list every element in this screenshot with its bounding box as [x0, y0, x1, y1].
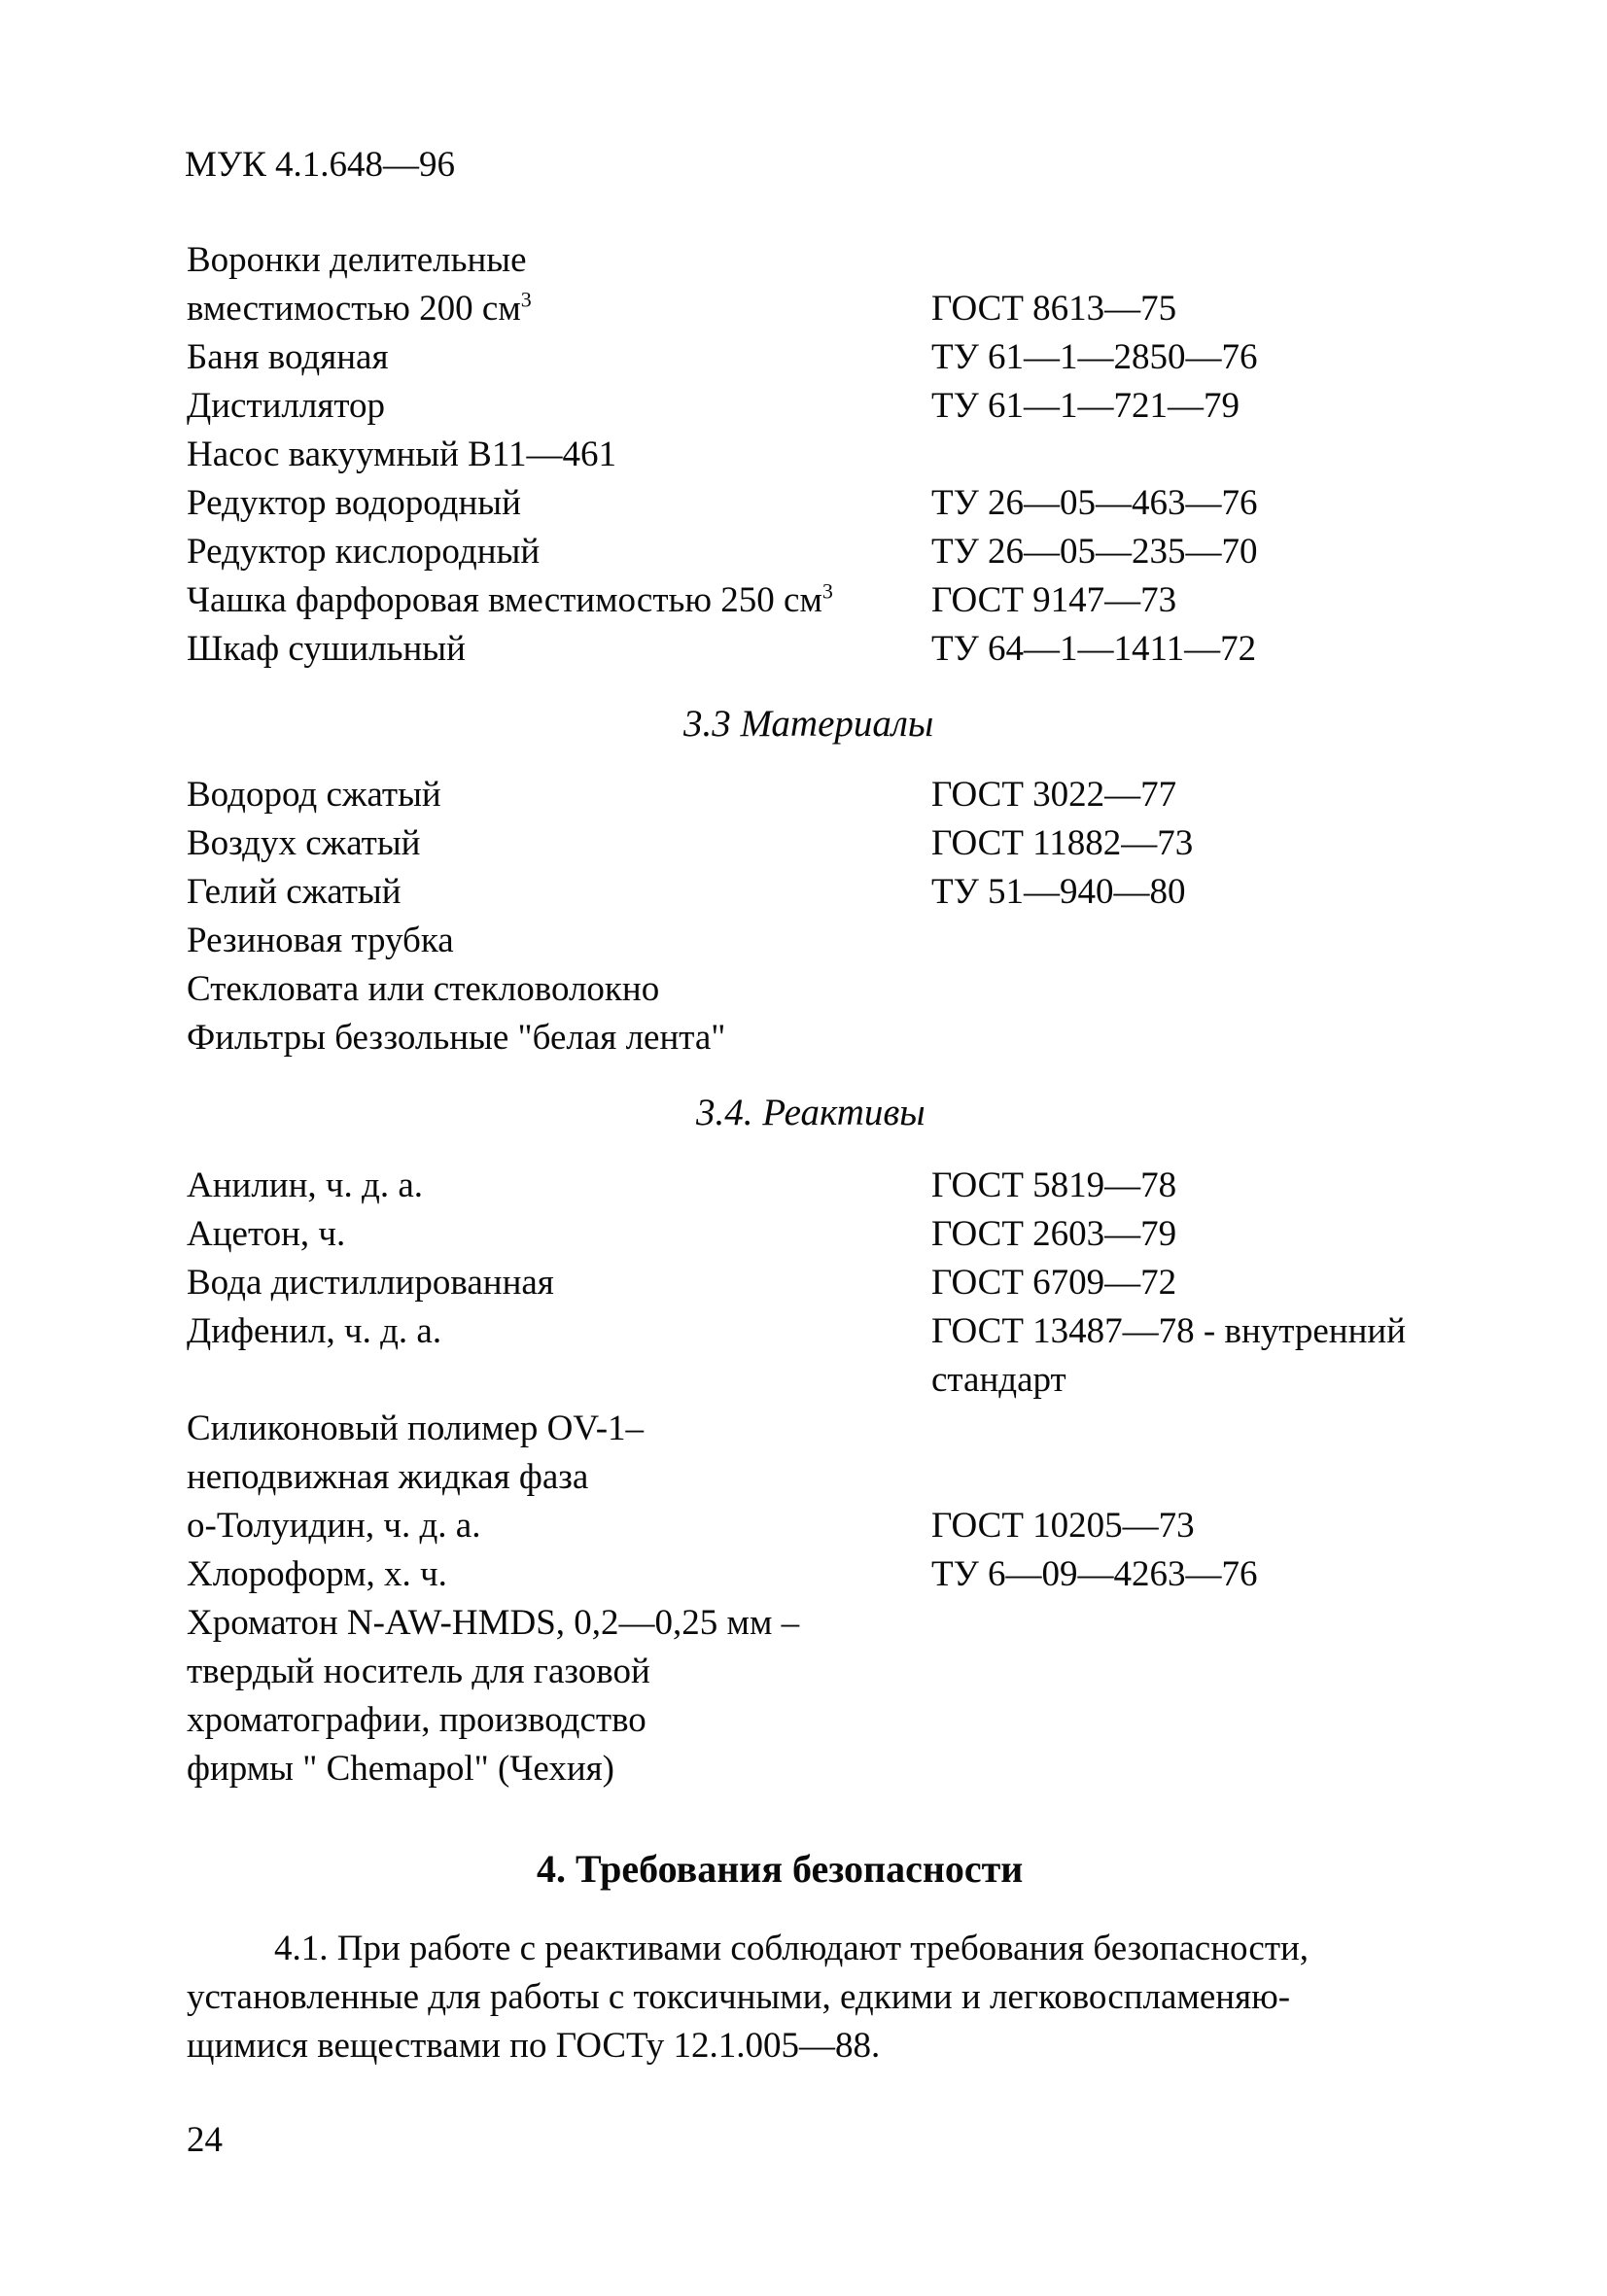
- reagent-item-standard: ГОСТ 10205—73: [931, 1506, 1195, 1546]
- safety-paragraph-line: установленные для работы с токсичными, едкими и легковоспламеняю-: [187, 1977, 1291, 2017]
- material-item-name: Гелий сжатый: [187, 872, 402, 912]
- safety-heading: 4. Требования безопасности: [537, 1847, 1024, 1891]
- reagent-item-standard: стандарт: [931, 1360, 1066, 1400]
- reagent-item-name: о-Толуидин, ч. д. а.: [187, 1506, 481, 1546]
- material-item-standard: ГОСТ 3022—77: [931, 775, 1177, 815]
- reagent-item-name: фирмы " Chemapol" (Чехия): [187, 1749, 614, 1789]
- equipment-item-standard: ГОСТ 8613—75: [931, 289, 1177, 329]
- equipment-item-name: Баня водяная: [187, 337, 389, 377]
- reagent-item-name: хроматографии, производство: [187, 1700, 646, 1740]
- page-number: 24: [187, 2120, 223, 2160]
- material-item-name: Воздух сжатый: [187, 823, 421, 863]
- equipment-item-name: Редуктор водородный: [187, 483, 521, 523]
- material-item-name: Фильтры беззольные "белая лента": [187, 1018, 726, 1058]
- material-item-standard: ТУ 51—940—80: [931, 872, 1186, 912]
- reagent-item-standard: ГОСТ 2603—79: [931, 1214, 1177, 1254]
- reagent-item-name: твердый носитель для газовой: [187, 1652, 650, 1691]
- safety-paragraph-line: 4.1. При работе с реактивами соблюдают требования безопасности,: [274, 1929, 1310, 1968]
- equipment-item-standard: ТУ 26—05—235—70: [931, 532, 1258, 572]
- equipment-item-standard: ТУ 26—05—463—76: [931, 483, 1258, 523]
- equipment-item-name: Насос вакуумный В11—461: [187, 435, 616, 474]
- equipment-item-standard: ГОСТ 9147—73: [931, 580, 1177, 620]
- reagent-item-standard: ГОСТ 13487—78 - внутренний: [931, 1311, 1407, 1351]
- equipment-item-name: вместимостью 200 $см^3$: [187, 287, 532, 329]
- reagent-item-standard: ГОСТ 6709—72: [931, 1263, 1177, 1303]
- reagent-item-name: Вода дистиллированная: [187, 1263, 554, 1303]
- material-item-name: Стекловата или стекловолокно: [187, 969, 660, 1009]
- reagents-title: 3.4. Реактивы: [696, 1092, 926, 1133]
- equipment-item-standard: ТУ 61—1—2850—76: [931, 337, 1258, 377]
- material-item-name: Резиновая трубка: [187, 921, 454, 960]
- material-item-name: Водород сжатый: [187, 775, 441, 815]
- reagent-item-name: Хлороформ, х. ч.: [187, 1554, 447, 1594]
- reagent-item-name: Силиконовый полимер OV-1–: [187, 1409, 645, 1448]
- reagent-item-name: Анилин, ч. д. а.: [187, 1165, 423, 1205]
- equipment-item-name: Редуктор кислородный: [187, 532, 541, 572]
- equipment-item-name: Дистиллятор: [187, 386, 386, 426]
- equipment-item-standard: ТУ 64—1—1411—72: [931, 629, 1257, 669]
- equipment-item-standard: ТУ 61—1—721—79: [931, 386, 1240, 426]
- equipment-item-name: Чашка фарфоровая вместимостью 250 $см^3$: [187, 578, 833, 620]
- reagent-item-name: Ацетон, ч.: [187, 1214, 346, 1254]
- materials-title: 3.3 Материалы: [683, 703, 934, 745]
- reagent-item-name: Дифенил, ч. д. а.: [187, 1311, 442, 1351]
- safety-paragraph-line: щимися веществами по ГОСТу 12.1.005—88.: [187, 2026, 881, 2066]
- reagent-item-standard: ГОСТ 5819—78: [931, 1165, 1177, 1205]
- reagent-item-name: неподвижная жидкая фаза: [187, 1457, 589, 1497]
- reagent-item-standard: ТУ 6—09—4263—76: [931, 1554, 1258, 1594]
- material-item-standard: ГОСТ 11882—73: [931, 823, 1194, 863]
- equipment-item-name: Шкаф сушильный: [187, 629, 466, 669]
- document-header: МУК 4.1.648—96: [185, 145, 456, 185]
- reagent-item-name: Хроматон N-AW-HMDS, 0,2—0,25 мм –: [187, 1603, 800, 1643]
- equipment-item-name: Воронки делительные: [187, 240, 527, 280]
